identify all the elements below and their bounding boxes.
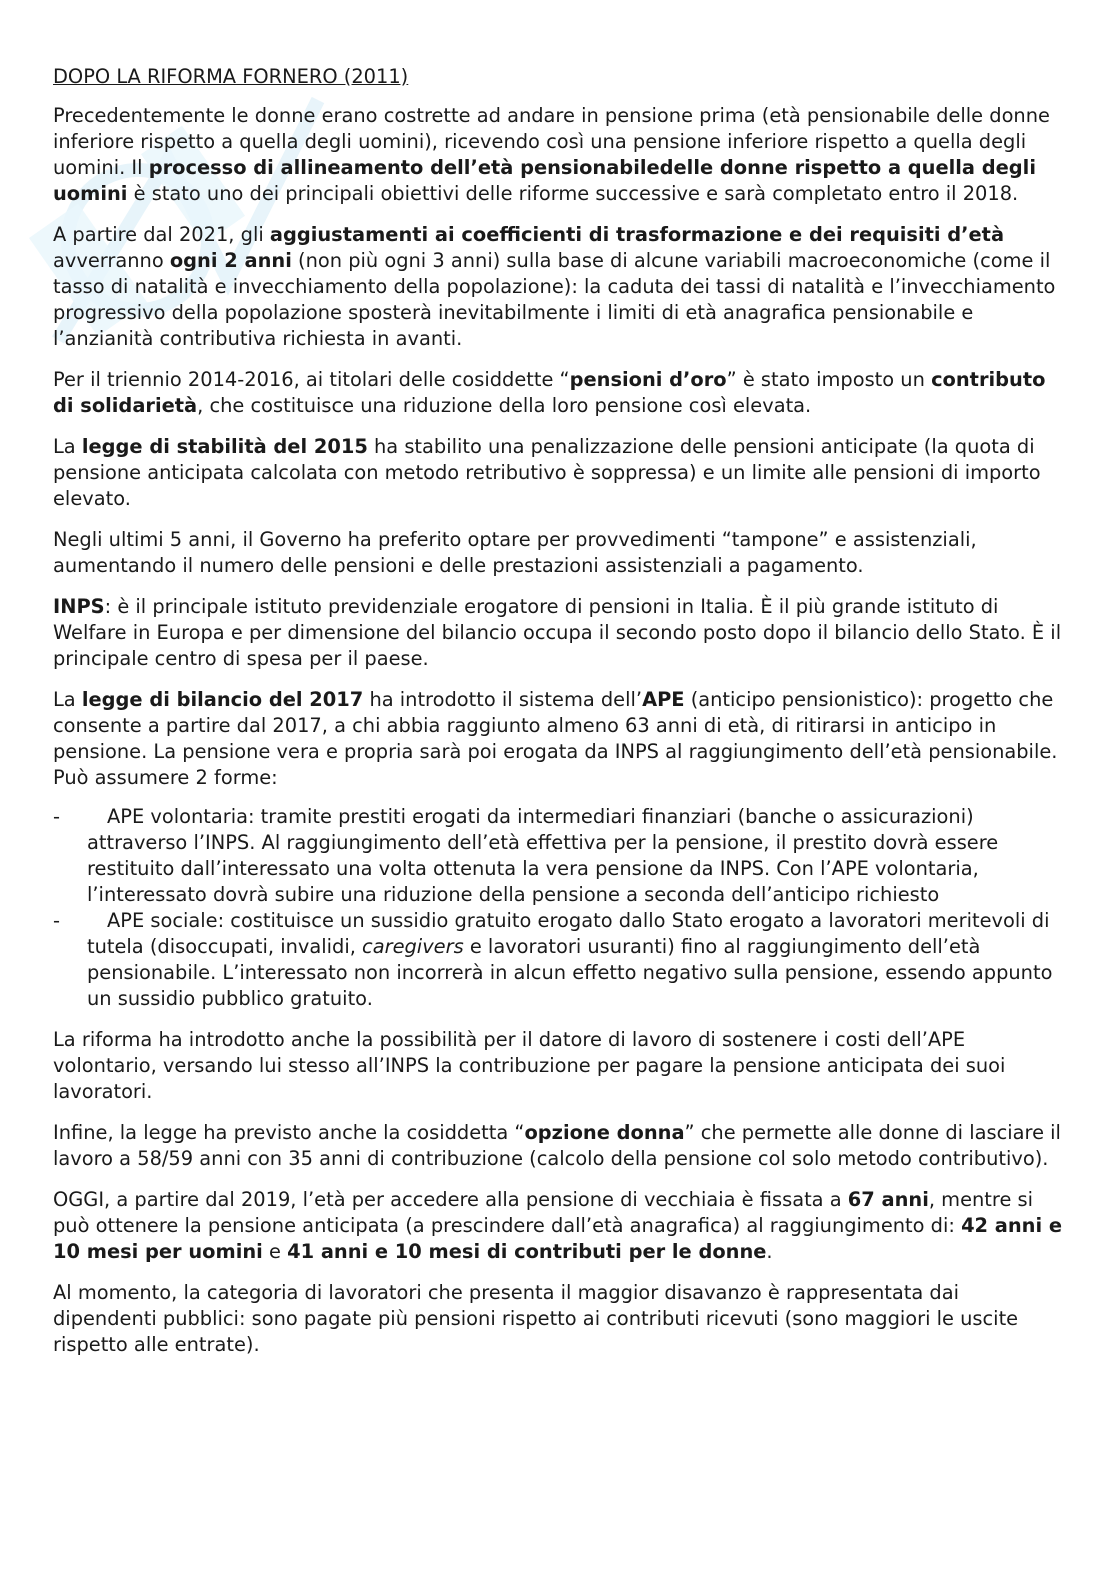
paragraph-oggi bbox=[53, 1187, 1063, 1265]
text-run: OGGI, a partire dal 2019, l’età per accedere alla pensione di vecchiaia è fissata a bbox=[53, 1188, 848, 1211]
text-run: . bbox=[766, 1240, 773, 1263]
bold-text: 67 anni bbox=[847, 1188, 929, 1211]
text-run: avverranno bbox=[53, 249, 170, 272]
bold-text: processo di allineamento dell’età pensionabiledelle donne rispetto a quella degli uomini bbox=[53, 156, 1036, 205]
text-run: ha introdotto il sistema dell’ bbox=[363, 688, 643, 711]
text-run: APE sociale: costituisce un sussidio gratuito erogato dallo Stato erogato a lavoratori meritevoli di tutela (disoccupati, invalidi, bbox=[87, 909, 1050, 958]
text-run: Precedentemente le donne erano costrette ad andare in pensione prima (età pensionabile delle donne inferiore rispetto a quella degli uomini), ricevendo così una pensione inferiore rispetto a quella degli uomini. Il bbox=[53, 104, 1050, 179]
paragraph-pensioni-oro bbox=[53, 367, 1063, 419]
text-run: e lavoratori usuranti) fino al raggiungimento dell’età pensionabile. L’interessato non incorrerà in alcun effetto negativo sulla pensione, essendo appunto un sussidio pubblico gratuito. bbox=[87, 935, 1053, 1010]
paragraph-legge-stabilita bbox=[53, 434, 1063, 512]
ape-forms-list bbox=[53, 804, 1063, 1012]
text-run: A partire dal 2021, gli bbox=[53, 223, 270, 246]
text-run: Infine, la legge ha previsto anche la cosiddetta “ bbox=[53, 1121, 525, 1144]
bold-text: INPS bbox=[53, 595, 105, 618]
text-run: ” che permette alle donne di lasciare il lavoro a 58/59 anni con 35 anni di contribuzione (calcolo della pensione col solo metodo contributivo). bbox=[53, 1121, 1061, 1170]
text-run: è stato uno dei principali obiettivi delle riforme successive e sarà completato entro il 2018. bbox=[127, 182, 1019, 205]
page-title: DOPO LA RIFORMA FORNERO (2011) bbox=[53, 65, 409, 88]
text-run: (anticipo pensionistico): progetto che consente a partire dal 2017, a chi abbia raggiunto almeno 63 anni di età, di ritirarsi in anticipo in pensione. La pensione vera e propria sarà poi erogata da INPS al raggiungimento dell’età pensionabile. Può assumere 2 forme: bbox=[53, 688, 1058, 789]
text-run: , che costituisce una riduzione della loro pensione così elevata. bbox=[197, 394, 812, 417]
document-page bbox=[53, 64, 1063, 1373]
text-run: APE volontaria: tramite prestiti erogati da intermediari finanziari (banche o assicurazioni) attraverso l’INPS. Al raggiungimento dell’età effettiva per la pensione, il prestito dovrà essere restituito dall’interessato una volta ottenuta la vera pensione da INPS. Con l’APE volontaria, l’interessato dovrà subire una riduzione della pensione a seconda dell’anticipo richiesto bbox=[87, 805, 999, 906]
text-run: La bbox=[53, 688, 82, 711]
bold-text: 41 anni e 10 mesi di contributi per le donne bbox=[287, 1240, 767, 1263]
text-run: (non più ogni 3 anni) sulla base di alcune variabili macroeconomiche (come il tasso di natalità e invecchiamento della popolazione): la caduta dei tassi di natalità e l’invecchiamento progressivo della popolazione sposterà inevitabilmente i limiti di età anagrafica pensionabile e l’anzianità contributiva richiesta in avanti. bbox=[53, 249, 1056, 350]
paragraph-datore-lavoro bbox=[53, 1027, 1063, 1105]
bold-text: legge di bilancio del 2017 bbox=[81, 688, 364, 711]
text-run: La bbox=[53, 435, 82, 458]
bold-text: ogni 2 anni bbox=[169, 249, 292, 272]
list-item-ape-volontaria bbox=[53, 804, 1063, 908]
paragraph-legge-bilancio bbox=[53, 687, 1063, 791]
text-run: Negli ultimi 5 anni, il Governo ha preferito optare per provvedimenti “tampone” e assistenziali, aumentando il numero delle pensioni e delle prestazioni assistenziali a pagamento. bbox=[53, 528, 977, 577]
bold-text: 42 anni e 10 mesi per uomini bbox=[53, 1214, 1063, 1263]
text-run: ha stabilito una penalizzazione delle pensioni anticipate (la quota di pensione anticipata calcolata con metodo retributivo è soppressa) e un limite alle pensioni di importo elevato. bbox=[53, 435, 1041, 510]
text-run: , mentre si può ottenere la pensione anticipata (a prescindere dall’età anagrafica) al raggiungimento di: bbox=[53, 1188, 1034, 1237]
paragraph-aggiustamenti bbox=[53, 222, 1063, 352]
text-run: ” è stato imposto un bbox=[726, 368, 932, 391]
bold-text: legge di stabilità del 2015 bbox=[81, 435, 368, 458]
paragraph-opzione-donna bbox=[53, 1120, 1063, 1172]
bold-text: opzione donna bbox=[524, 1121, 685, 1144]
paragraph-governo bbox=[53, 527, 1063, 579]
paragraph-allineamento bbox=[53, 103, 1063, 207]
text-run: Al momento, la categoria di lavoratori che presenta il maggior disavanzo è rappresentata dai dipendenti pubblici: sono pagate più pensioni rispetto ai contributi ricevuti (sono maggiori le uscite rispetto alle entrate). bbox=[53, 1281, 1019, 1356]
text-run: e bbox=[262, 1240, 288, 1263]
bold-text: APE bbox=[642, 688, 685, 711]
list-dash: - bbox=[53, 909, 60, 932]
text-run: : è il principale istituto previdenziale erogatore di pensioni in Italia. È il più grande istituto di Welfare in Europa e per dimensione del bilancio occupa il secondo posto dopo il bilancio dello Stato. È il principale centro di spesa per il paese. bbox=[53, 595, 1062, 670]
paragraph-disavanzo bbox=[53, 1280, 1063, 1358]
list-dash: - bbox=[53, 805, 60, 828]
text-run: Per il triennio 2014-2016, ai titolari delle cosiddette “ bbox=[53, 368, 570, 391]
text-run: La riforma ha introdotto anche la possibilità per il datore di lavoro di sostenere i costi dell’APE volontario, versando lui stesso all’INPS la contribuzione per pagare la pensione anticipata dei suoi lavoratori. bbox=[53, 1028, 1006, 1103]
italic-text: caregivers bbox=[362, 935, 464, 958]
paragraph-inps bbox=[53, 594, 1063, 672]
bold-text: aggiustamenti ai coefficienti di trasformazione e dei requisiti d’età bbox=[269, 223, 1005, 246]
bold-text: contributo di solidarietà bbox=[53, 368, 1046, 417]
bold-text: pensioni d’oro bbox=[569, 368, 727, 391]
list-item-ape-sociale bbox=[53, 908, 1063, 1012]
